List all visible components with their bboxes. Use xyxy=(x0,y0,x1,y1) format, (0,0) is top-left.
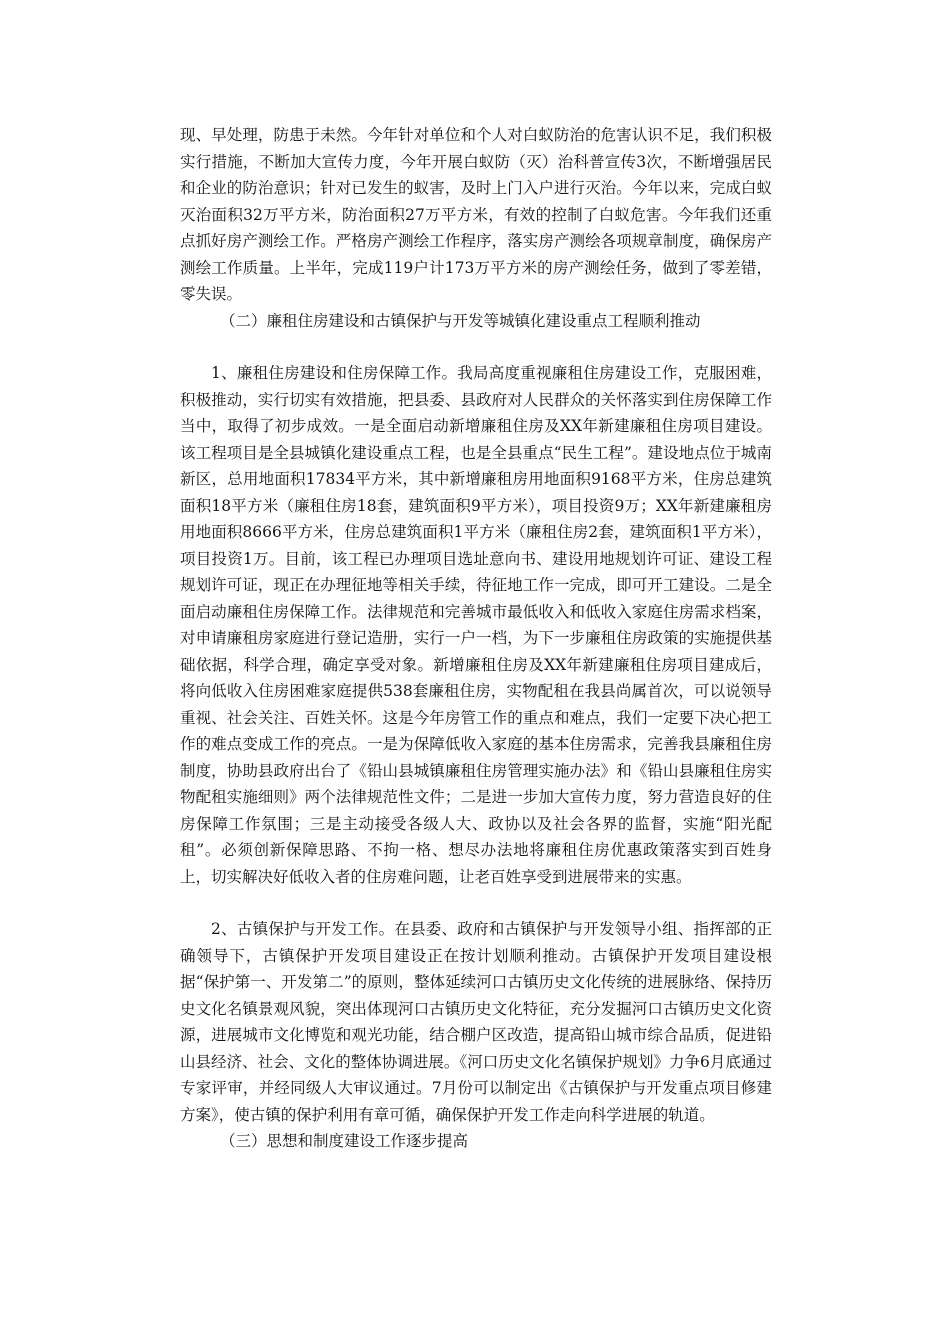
document-body xyxy=(180,122,772,1155)
paragraph-low-rent-housing: 1、廉租住房建设和住房保障工作。我局高度重视廉租住房建设工作，克服困难，积极推动，实行切实有效措施，把县委、县政府对人民群众的关怀落实到住房保障工作当中，取得了初步成效。一是全面启动新增廉租住房及XX年新建廉租住房项目建设。该工程项目是全县城镇化建设重点工程，也是全县重点“民生工程”。建设地点位于城南新区，总用地面积17834平方米，其中新增廉租房用地面积9168平方米，住房总建筑面积18平方米（廉租住房18套，建筑面积9平方米），项目投资9万；XX年新建廉租房用地面积8666平方米，住房总建筑面积1平方米（廉租住房2套，建筑面积1平方米），项目投资1万。目前，该工程已办理项目选址意向书、建设用地规划许可证、建设工程规划许可证，现正在办理征地等相关手续，待征地工作一完成，即可开工建设。二是全面启动廉租住房保障工作。法律规范和完善城市最低收入和低收入家庭住房需求档案，对申请廉租房家庭进行登记造册，实行一户一档，为下一步廉租住房政策的实施提供基础依据，科学合理，确定享受对象。新增廉租住房及XX年新建廉租住房项目建成后，将向低收入住房困难家庭提供538套廉租住房，实物配租在我县尚属首次，可以说领导重视、社会关注、百姓关怀。这是今年房管工作的重点和难点，我们一定要下决心把工作的难点变成工作的亮点。一是为保障低收入家庭的基本住房需求，完善我县廉租住房制度，协助县政府出台了《铅山县城镇廉租住房管理实施办法》和《铅山县廉租住房实物配租实施细则》两个法律规范性文件；二是进一步加大宣传力度，努力营造良好的住房保障工作氛围；三是主动接受各级人大、政协以及社会各界的监督，实施“阳光配租”。必须创新保障思路、不拘一格、想尽办法地将廉租住房优惠政策落实到百姓身上，切实解决好低收入者的住房难问题，让老百姓享受到进展带来的实惠。 xyxy=(180,364,772,886)
paragraph-ancient-town: 2、古镇保护与开发工作。在县委、政府和古镇保护与开发领导小组、指挥部的正确领导下，古镇保护开发项目建设正在按计划顺利推动。古镇保护开发项目建设根据“保护第一、开发第二”的原则，整体延续河口古镇历史文化传统的进展脉络、保持历史文化名镇景观风貌，突出体现河口古镇历史文化特征，充分发掘河口古镇历史文化资源，进展城市文化博览和观光功能，结合棚户区改造，提高铅山城市综合品质，促进铅山县经济、社会、文化的整体协调进展。《河口历史文化名镇保护规划》力争6月底通过专家评审，并经同级人大审议通过。7月份可以制定出《古镇保护与开发重点项目修建方案》，使古镇的保护利用有章可循，确保保护开发工作走向科学进展的轨道。 xyxy=(180,920,772,1124)
paragraph-termite-surveying: 现、早处理，防患于未然。今年针对单位和个人对白蚁防治的危害认识不足，我们积极实行措施，不断加大宣传力度，今年开展白蚁防（灭）治科普宣传3次，不断增强居民和企业的防治意识；针对已发生的蚁害，及时上门入户进行灭治。今年以来，完成白蚁灭治面积32万平方米，防治面积27万平方米，有效的控制了白蚁危害。今年我们还重点抓好房产测绘工作。严格房产测绘工作程序，落实房产测绘各项规章制度，确保房产测绘工作质量。上半年，完成119户计173万平方米的房产测绘任务，做到了零差错，零失误。 xyxy=(180,126,772,303)
section-heading-3: （三）思想和制度建设工作逐步提高 xyxy=(220,1132,469,1150)
section-heading-2: （二）廉租住房建设和古镇保护与开发等城镇化建设重点工程顺利推动 xyxy=(220,311,701,330)
